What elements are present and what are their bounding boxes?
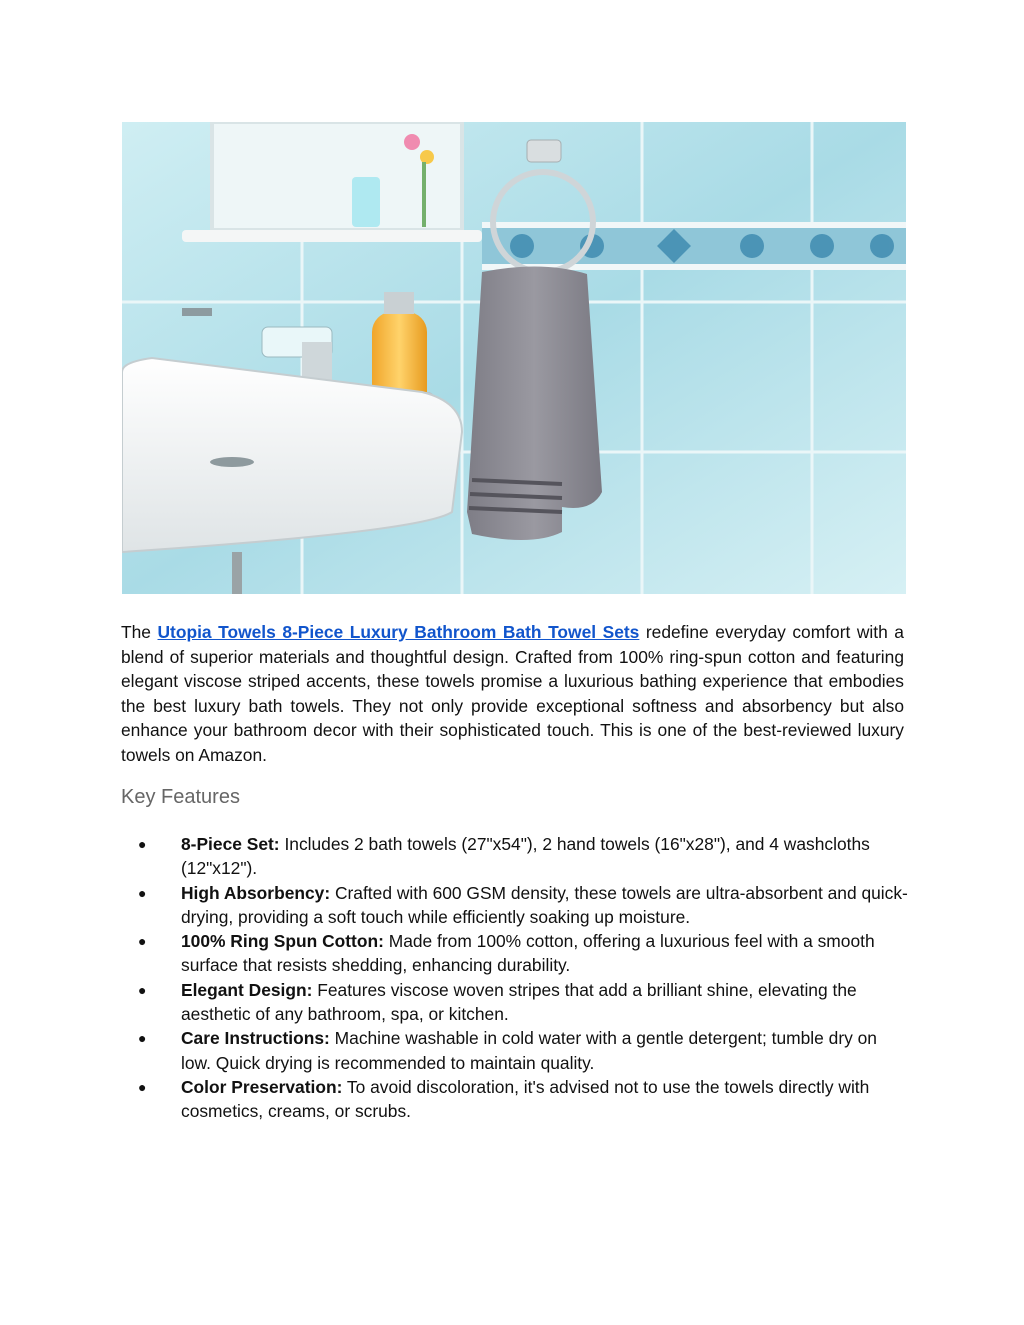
bullet-icon: ● (138, 1078, 147, 1095)
feature-label: 100% Ring Spun Cotton: (181, 931, 384, 952)
feature-label: High Absorbency: (181, 882, 331, 903)
product-link[interactable]: Utopia Towels 8-Piece Luxury Bathroom Bath Towel Sets (157, 622, 640, 642)
feature-text: Machine washable in cold water with a gentle detergent; tumble dry on low. Quick drying is recommended to maintain quality. (181, 1028, 877, 1073)
feature-label: Elegant Design: (181, 979, 313, 1000)
bullet-icon: ● (138, 981, 147, 998)
key-features-heading: Key Features (121, 786, 240, 808)
bullet-icon: ● (138, 836, 147, 852)
towel-product-image (122, 122, 906, 594)
list-item (121, 881, 911, 930)
feature-text: Crafted with 600 GSM density, these towels are ultra-absorbent and quick-drying, providing a soft touch while efficiently soaking up moisture. (181, 882, 908, 927)
list-item (121, 929, 911, 978)
bullet-icon: ● (138, 884, 147, 901)
feature-label: Care Instructions: (181, 1028, 330, 1049)
feature-text: Made from 100% cotton, offering a luxurious feel with a smooth surface that resists shedding, enhancing durability. (181, 931, 875, 976)
feature-text: Includes 2 bath towels (27"x54"), 2 hand towels (16"x28"), and 4 washcloths (12"x12"). (181, 834, 870, 879)
list-item (121, 832, 911, 881)
bullet-icon: ● (138, 933, 147, 950)
list-item (121, 1075, 911, 1124)
key-features-list (121, 832, 911, 1124)
list-item (121, 978, 911, 1027)
list-item (121, 1026, 911, 1075)
intro-prefix: The (121, 622, 158, 642)
bathroom-illustration (122, 122, 906, 594)
feature-text: To avoid discoloration, it's advised not to use the towels directly with cosmetics, creams, or scrubs. (181, 1076, 870, 1122)
bullet-icon: ● (138, 1030, 147, 1047)
feature-label: 8-Piece Set: (181, 834, 280, 854)
feature-text: Features viscose woven stripes that add a brilliant shine, elevating the aesthetic of any bathroom, spa, or kitchen. (181, 979, 857, 1025)
intro-body: redefine everyday comfort with a blend of superior materials and thoughtful design. Crafted from 100% ring-spun cotton and featuring elegant viscose striped accents, these towels promise a luxurious bathing experience that embodies the best luxury bath towels. They not only provide exceptional softness and absorbency but also enhance your bathroom decor with their sophisticated touch. This is one of the best-reviewed luxury towels on Amazon. (121, 622, 904, 765)
intro-paragraph (121, 620, 904, 767)
feature-label: Color Preservation: (181, 1076, 343, 1097)
